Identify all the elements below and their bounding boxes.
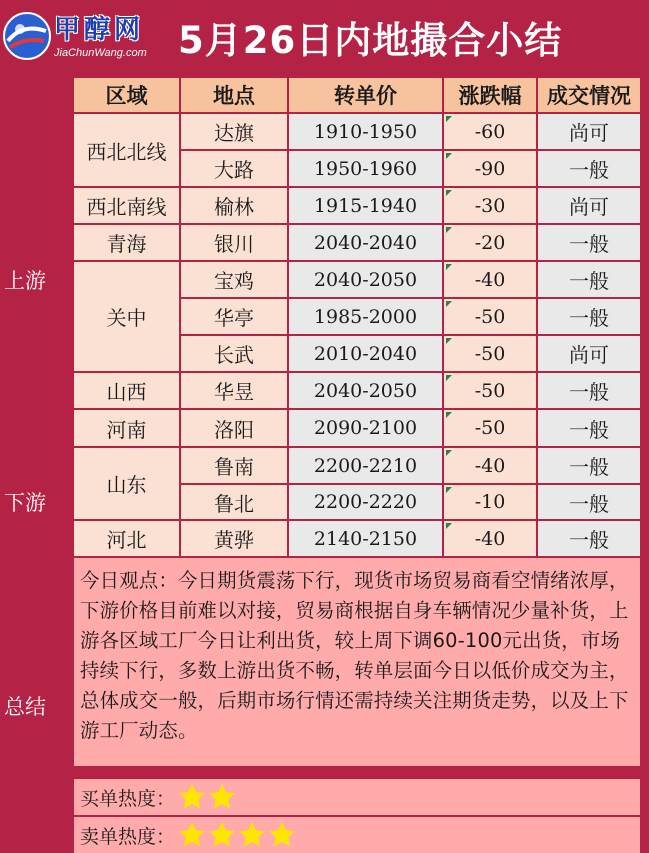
price-cell: 2090-2100: [289, 410, 442, 446]
change-cell: -50: [444, 373, 536, 408]
change-cell: -30: [444, 188, 536, 223]
price-cell: 1910-1950: [289, 114, 442, 149]
header-corner: [0, 78, 74, 112]
section-label-downstream: 下游: [4, 491, 46, 515]
sell-heat-label: 卖单热度：: [80, 825, 176, 848]
region-cell: 西北南线: [74, 188, 179, 223]
deal-cell: 一般: [538, 262, 640, 297]
region-cell: 河北: [74, 521, 179, 556]
place-cell: 洛阳: [181, 410, 287, 446]
deal-cell: 一般: [538, 410, 640, 446]
region-cell: 山西: [74, 373, 179, 408]
price-cell: 2200-2220: [289, 485, 442, 519]
deal-cell: 一般: [538, 373, 640, 408]
buy-heat-label: 买单热度：: [80, 787, 176, 810]
place-cell: 鲁南: [181, 448, 287, 483]
column-header-deal: 成交情况: [538, 78, 640, 112]
change-cell: -60: [444, 114, 536, 149]
region-cell: 西北北线: [74, 114, 179, 186]
deal-cell: 一般: [538, 448, 640, 483]
change-cell: -40: [444, 521, 536, 556]
deal-cell: 一般: [538, 151, 640, 186]
logo-wordmark: 甲醇网: [54, 15, 145, 45]
deal-cell: 尚可: [538, 188, 640, 223]
star-icon: [207, 782, 237, 812]
place-cell: 达旗: [181, 114, 287, 149]
buy-heat-stars: [177, 782, 237, 812]
deal-cell: 一般: [538, 521, 640, 556]
section-label-summary: 总结: [4, 694, 46, 719]
logo: [2, 5, 167, 69]
price-cell: 2200-2210: [289, 448, 442, 483]
price-cell: 2140-2150: [289, 521, 442, 556]
deal-cell: 一般: [538, 225, 640, 260]
place-cell: 鲁北: [181, 485, 287, 519]
column-header-price: 转单价: [289, 78, 442, 112]
change-cell: -90: [444, 151, 536, 186]
place-cell: 大路: [181, 151, 287, 186]
deal-cell: 尚可: [538, 336, 640, 371]
region-cell: 山东: [74, 448, 179, 519]
buy-heat-row: [74, 779, 640, 815]
section-label-upstream: 上游: [4, 269, 46, 293]
change-cell: -10: [444, 485, 536, 519]
change-cell: -50: [444, 299, 536, 334]
sell-heat-stars: [177, 820, 297, 850]
region-cell: 青海: [74, 225, 179, 260]
place-cell: 华亭: [181, 299, 287, 334]
summary-text: 今日观点：今日期货震荡下行，现货市场贸易商看空情绪浓厚，下游价格目前难以对接，贸易商根据自身车辆情况少量补货，上游各区域工厂今日让利出货，较上周下调60-100元出货，市场持续下行，多数上游出货不畅，转单层面今日以低价成交为主，总体成交一般，后期市场行情还需持续关注期货走势，以及上下游工厂动态。: [74, 558, 640, 766]
place-cell: 华昱: [181, 373, 287, 408]
deal-cell: 一般: [538, 485, 640, 519]
star-icon: [177, 782, 207, 812]
deal-cell: 一般: [538, 299, 640, 334]
star-icon: [267, 820, 297, 850]
column-header-region: 区域: [74, 78, 179, 112]
change-cell: -50: [444, 336, 536, 371]
column-header-place: 地点: [181, 78, 287, 112]
change-cell: -40: [444, 262, 536, 297]
sell-heat-row: [74, 817, 640, 853]
price-cell: 1950-1960: [289, 151, 442, 186]
globe-logo-icon: [2, 11, 52, 61]
change-cell: -40: [444, 448, 536, 483]
place-cell: 榆林: [181, 188, 287, 223]
price-cell: 1915-1940: [289, 188, 442, 223]
price-cell: 2040-2050: [289, 373, 442, 408]
logo-url: JiaChunWang.com: [54, 47, 147, 59]
price-cell: 2040-2050: [289, 262, 442, 297]
price-cell: 1985-2000: [289, 299, 442, 334]
price-cell: 2040-2040: [289, 225, 442, 260]
star-icon: [177, 820, 207, 850]
star-icon: [207, 820, 237, 850]
report-header: [0, 0, 649, 75]
column-header-change: 涨跌幅: [444, 78, 536, 112]
place-cell: 长武: [181, 336, 287, 371]
page-title: 5月26日内地撮合小结: [178, 19, 563, 62]
change-cell: -50: [444, 410, 536, 446]
place-cell: 黄骅: [181, 521, 287, 556]
price-cell: 2010-2040: [289, 336, 442, 371]
region-cell: 关中: [74, 262, 179, 371]
deal-cell: 尚可: [538, 114, 640, 149]
region-cell: 河南: [74, 410, 179, 446]
place-cell: 银川: [181, 225, 287, 260]
star-icon: [237, 820, 267, 850]
change-cell: -20: [444, 225, 536, 260]
place-cell: 宝鸡: [181, 262, 287, 297]
